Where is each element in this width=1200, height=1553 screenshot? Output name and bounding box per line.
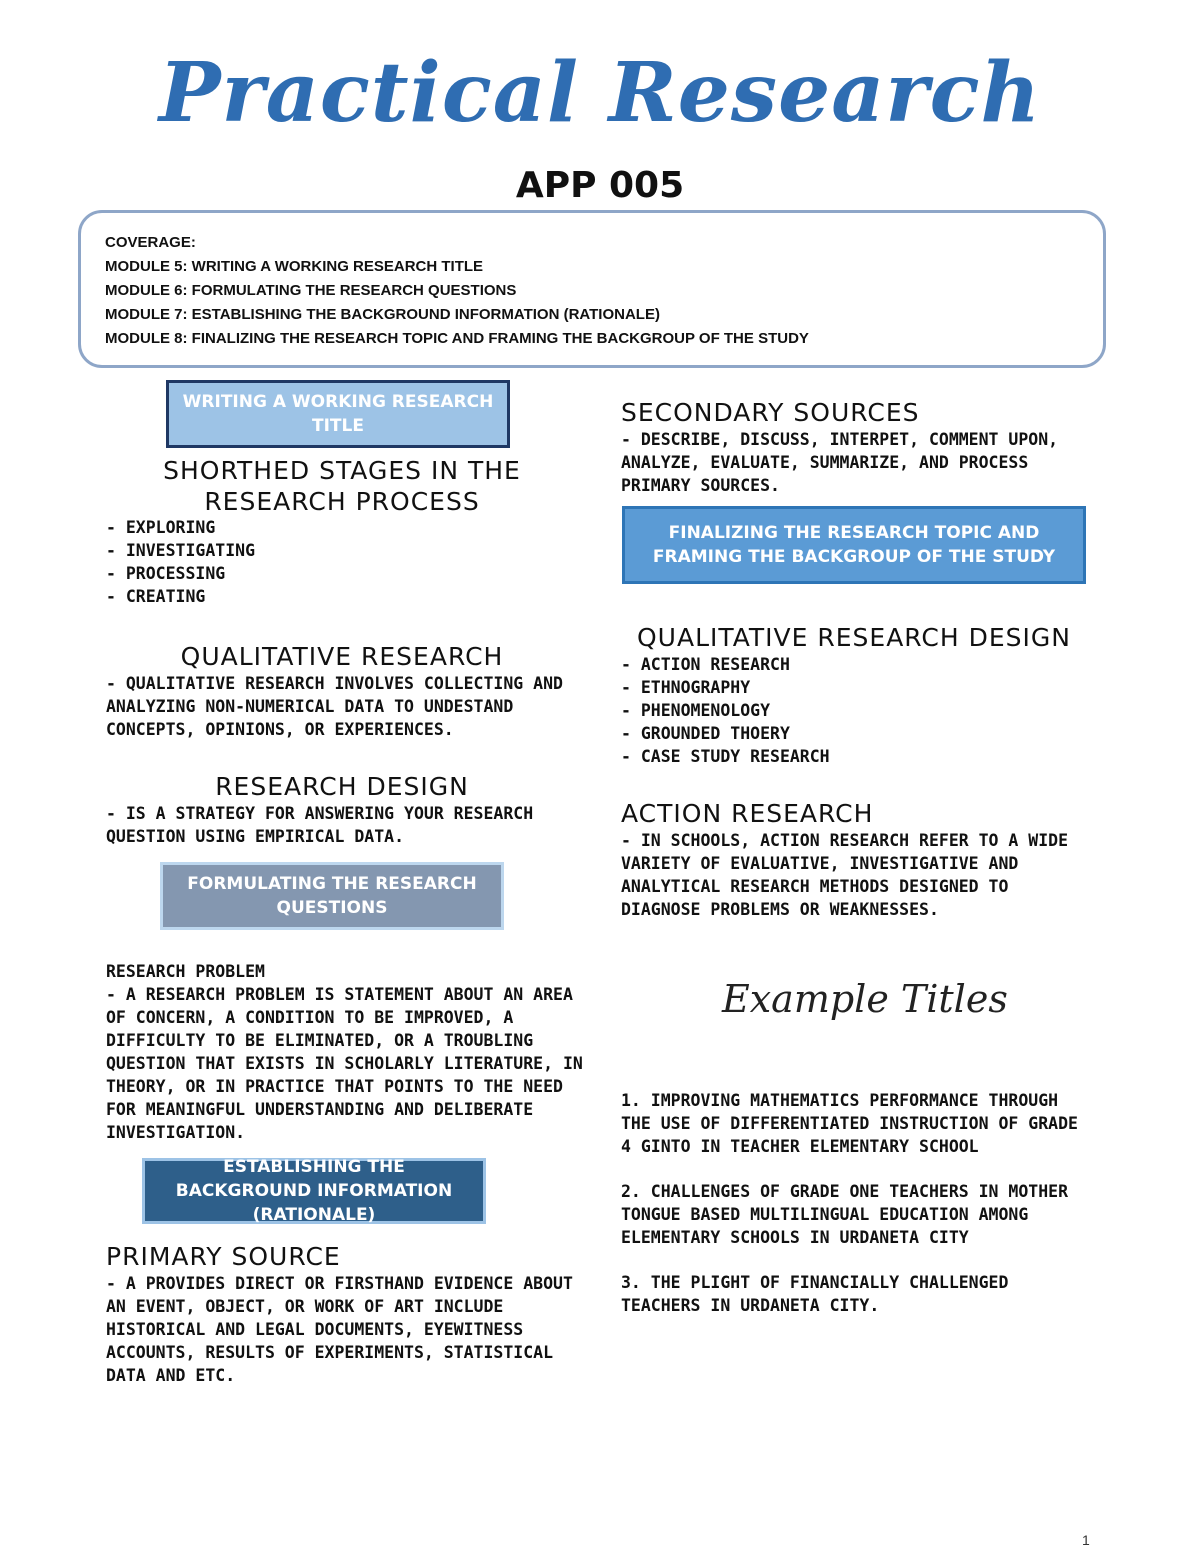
text-line: THE USE OF DIFFERENTIATED INSTRUCTION OF GRADE [621, 1114, 1078, 1133]
text-line: RESEARCH PROBLEM [106, 962, 265, 981]
example-title-3 [621, 1271, 1008, 1317]
research-design-text [106, 802, 533, 848]
list-item: - GROUNDED THOERY [621, 724, 790, 743]
list-item: - INVESTIGATING [106, 541, 256, 560]
list-item: - PROCESSING [106, 564, 226, 583]
list-item: - PHENOMENOLOGY [621, 701, 771, 720]
text-line: - DESCRIBE, DISCUSS, INTERPET, COMMENT UPON, [621, 430, 1059, 449]
list-item: - EXPLORING [106, 518, 216, 537]
text-line: 2. CHALLENGES OF GRADE ONE TEACHERS IN MOTHER [621, 1182, 1069, 1201]
example-title-2 [621, 1180, 1068, 1249]
text-line: THEORY, OR IN PRACTICE THAT POINTS TO THE NEED [106, 1077, 563, 1096]
text-line: 3. THE PLIGHT OF FINANCIALLY CHALLENGED [621, 1273, 1009, 1292]
text-line: ELEMENTARY SCHOOLS IN URDANETA CITY [621, 1228, 969, 1247]
secondary-sources-text [621, 428, 1058, 497]
text-line: ANALYZE, EVALUATE, SUMMARIZE, AND PROCESS [621, 453, 1029, 472]
text-line: - IS A STRATEGY FOR ANSWERING YOUR RESEARCH [106, 804, 534, 823]
text-line: FOR MEANINGFUL UNDERSTANDING AND DELIBERATE [106, 1100, 534, 1119]
list-item: - CREATING [106, 587, 206, 606]
banner-establishing-background: ESTABLISHING THE BACKGROUND INFORMATION (RATIONALE) [142, 1158, 486, 1224]
example-titles-heading: Example Titles [722, 977, 1008, 1021]
text-line: - QUALITATIVE RESEARCH INVOLVES COLLECTING AND [106, 674, 563, 693]
text-line: CONCEPTS, OPINIONS, OR EXPERIENCES. [106, 720, 454, 739]
text-line: TONGUE BASED MULTILINGUAL EDUCATION AMONG [621, 1205, 1029, 1224]
stages-heading: SHORTHED STAGES IN THE RESEARCH PROCESS [163, 456, 521, 516]
text-line: ANALYTICAL RESEARCH METHODS DESIGNED TO [621, 877, 1009, 896]
action-research-heading: ACTION RESEARCH [621, 799, 874, 828]
banner-writing-research-title: WRITING A WORKING RESEARCH TITLE [166, 380, 510, 448]
text-line: - A RESEARCH PROBLEM IS STATEMENT ABOUT AN AREA [106, 985, 573, 1004]
primary-source-text [106, 1272, 573, 1387]
text-line: DATA AND ETC. [106, 1366, 236, 1385]
coverage-label: COVERAGE: [105, 234, 196, 251]
text-line: DIFFICULTY TO BE ELIMINATED, OR A TROUBLING [106, 1031, 534, 1050]
page-number: 1 [1082, 1532, 1090, 1548]
text-line: ACCOUNTS, RESULTS OF EXPERIMENTS, STATISTICAL [106, 1343, 554, 1362]
research-problem-text [106, 960, 583, 1144]
list-item: - ACTION RESEARCH [621, 655, 790, 674]
text-line: 1. IMPROVING MATHEMATICS PERFORMANCE THROUGH [621, 1091, 1059, 1110]
secondary-sources-heading: SECONDARY SOURCES [621, 398, 920, 427]
coverage-module-6: MODULE 6: FORMULATING THE RESEARCH QUESTIONS [105, 282, 517, 299]
text-line: ANALYZING NON-NUMERICAL DATA TO UNDESTAND [106, 697, 514, 716]
text-line: HISTORICAL AND LEGAL DOCUMENTS, EYEWITNESS [106, 1320, 524, 1339]
banner-finalizing-research-topic: FINALIZING THE RESEARCH TOPIC AND FRAMING THE BACKGROUP OF THE STUDY [622, 506, 1086, 584]
coverage-module-8: MODULE 8: FINALIZING THE RESEARCH TOPIC AND FRAMING THE BACKGROUP OF THE STUDY [105, 330, 809, 347]
banner-formulating-research-questions: FORMULATING THE RESEARCH QUESTIONS [160, 862, 504, 930]
text-line: 4 GINTO IN TEACHER ELEMENTARY SCHOOL [621, 1137, 979, 1156]
text-line: AN EVENT, OBJECT, OR WORK OF ART INCLUDE [106, 1297, 504, 1316]
text-line: VARIETY OF EVALUATIVE, INVESTIGATIVE AND [621, 854, 1019, 873]
coverage-module-5: MODULE 5: WRITING A WORKING RESEARCH TITLE [105, 258, 484, 275]
coverage-module-7: MODULE 7: ESTABLISHING THE BACKGROUND INFORMATION (RATIONALE) [105, 306, 660, 323]
text-line: TEACHERS IN URDANETA CITY. [621, 1296, 880, 1315]
qualitative-research-heading: QUALITATIVE RESEARCH [180, 642, 504, 671]
list-item: - CASE STUDY RESEARCH [621, 747, 830, 766]
document-title: Practical Research [158, 45, 1042, 141]
text-line: QUESTION THAT EXISTS IN SCHOLARLY LITERATURE, IN [106, 1054, 583, 1073]
list-item: - ETHNOGRAPHY [621, 678, 751, 697]
text-line: - A PROVIDES DIRECT OR FIRSTHAND EVIDENCE ABOUT [106, 1274, 573, 1293]
text-line: PRIMARY SOURCES. [621, 476, 780, 495]
stages-list [106, 516, 255, 608]
primary-source-heading: PRIMARY SOURCE [106, 1242, 341, 1271]
qualitative-design-list [621, 653, 830, 768]
text-line: INVESTIGATION. [106, 1123, 246, 1142]
text-line: OF CONCERN, A CONDITION TO BE IMPROVED, A [106, 1008, 514, 1027]
example-title-1 [621, 1089, 1078, 1158]
coverage-box [78, 210, 1106, 368]
text-line: - IN SCHOOLS, ACTION RESEARCH REFER TO A WIDE [621, 831, 1069, 850]
text-line: QUESTION USING EMPIRICAL DATA. [106, 827, 405, 846]
course-code: APP 005 [515, 165, 685, 206]
qualitative-design-heading: QUALITATIVE RESEARCH DESIGN [637, 623, 1071, 652]
action-research-text [621, 829, 1068, 921]
text-line: DIAGNOSE PROBLEMS OR WEAKNESSES. [621, 900, 939, 919]
research-design-heading: RESEARCH DESIGN [215, 772, 469, 801]
qualitative-research-text [106, 672, 563, 741]
